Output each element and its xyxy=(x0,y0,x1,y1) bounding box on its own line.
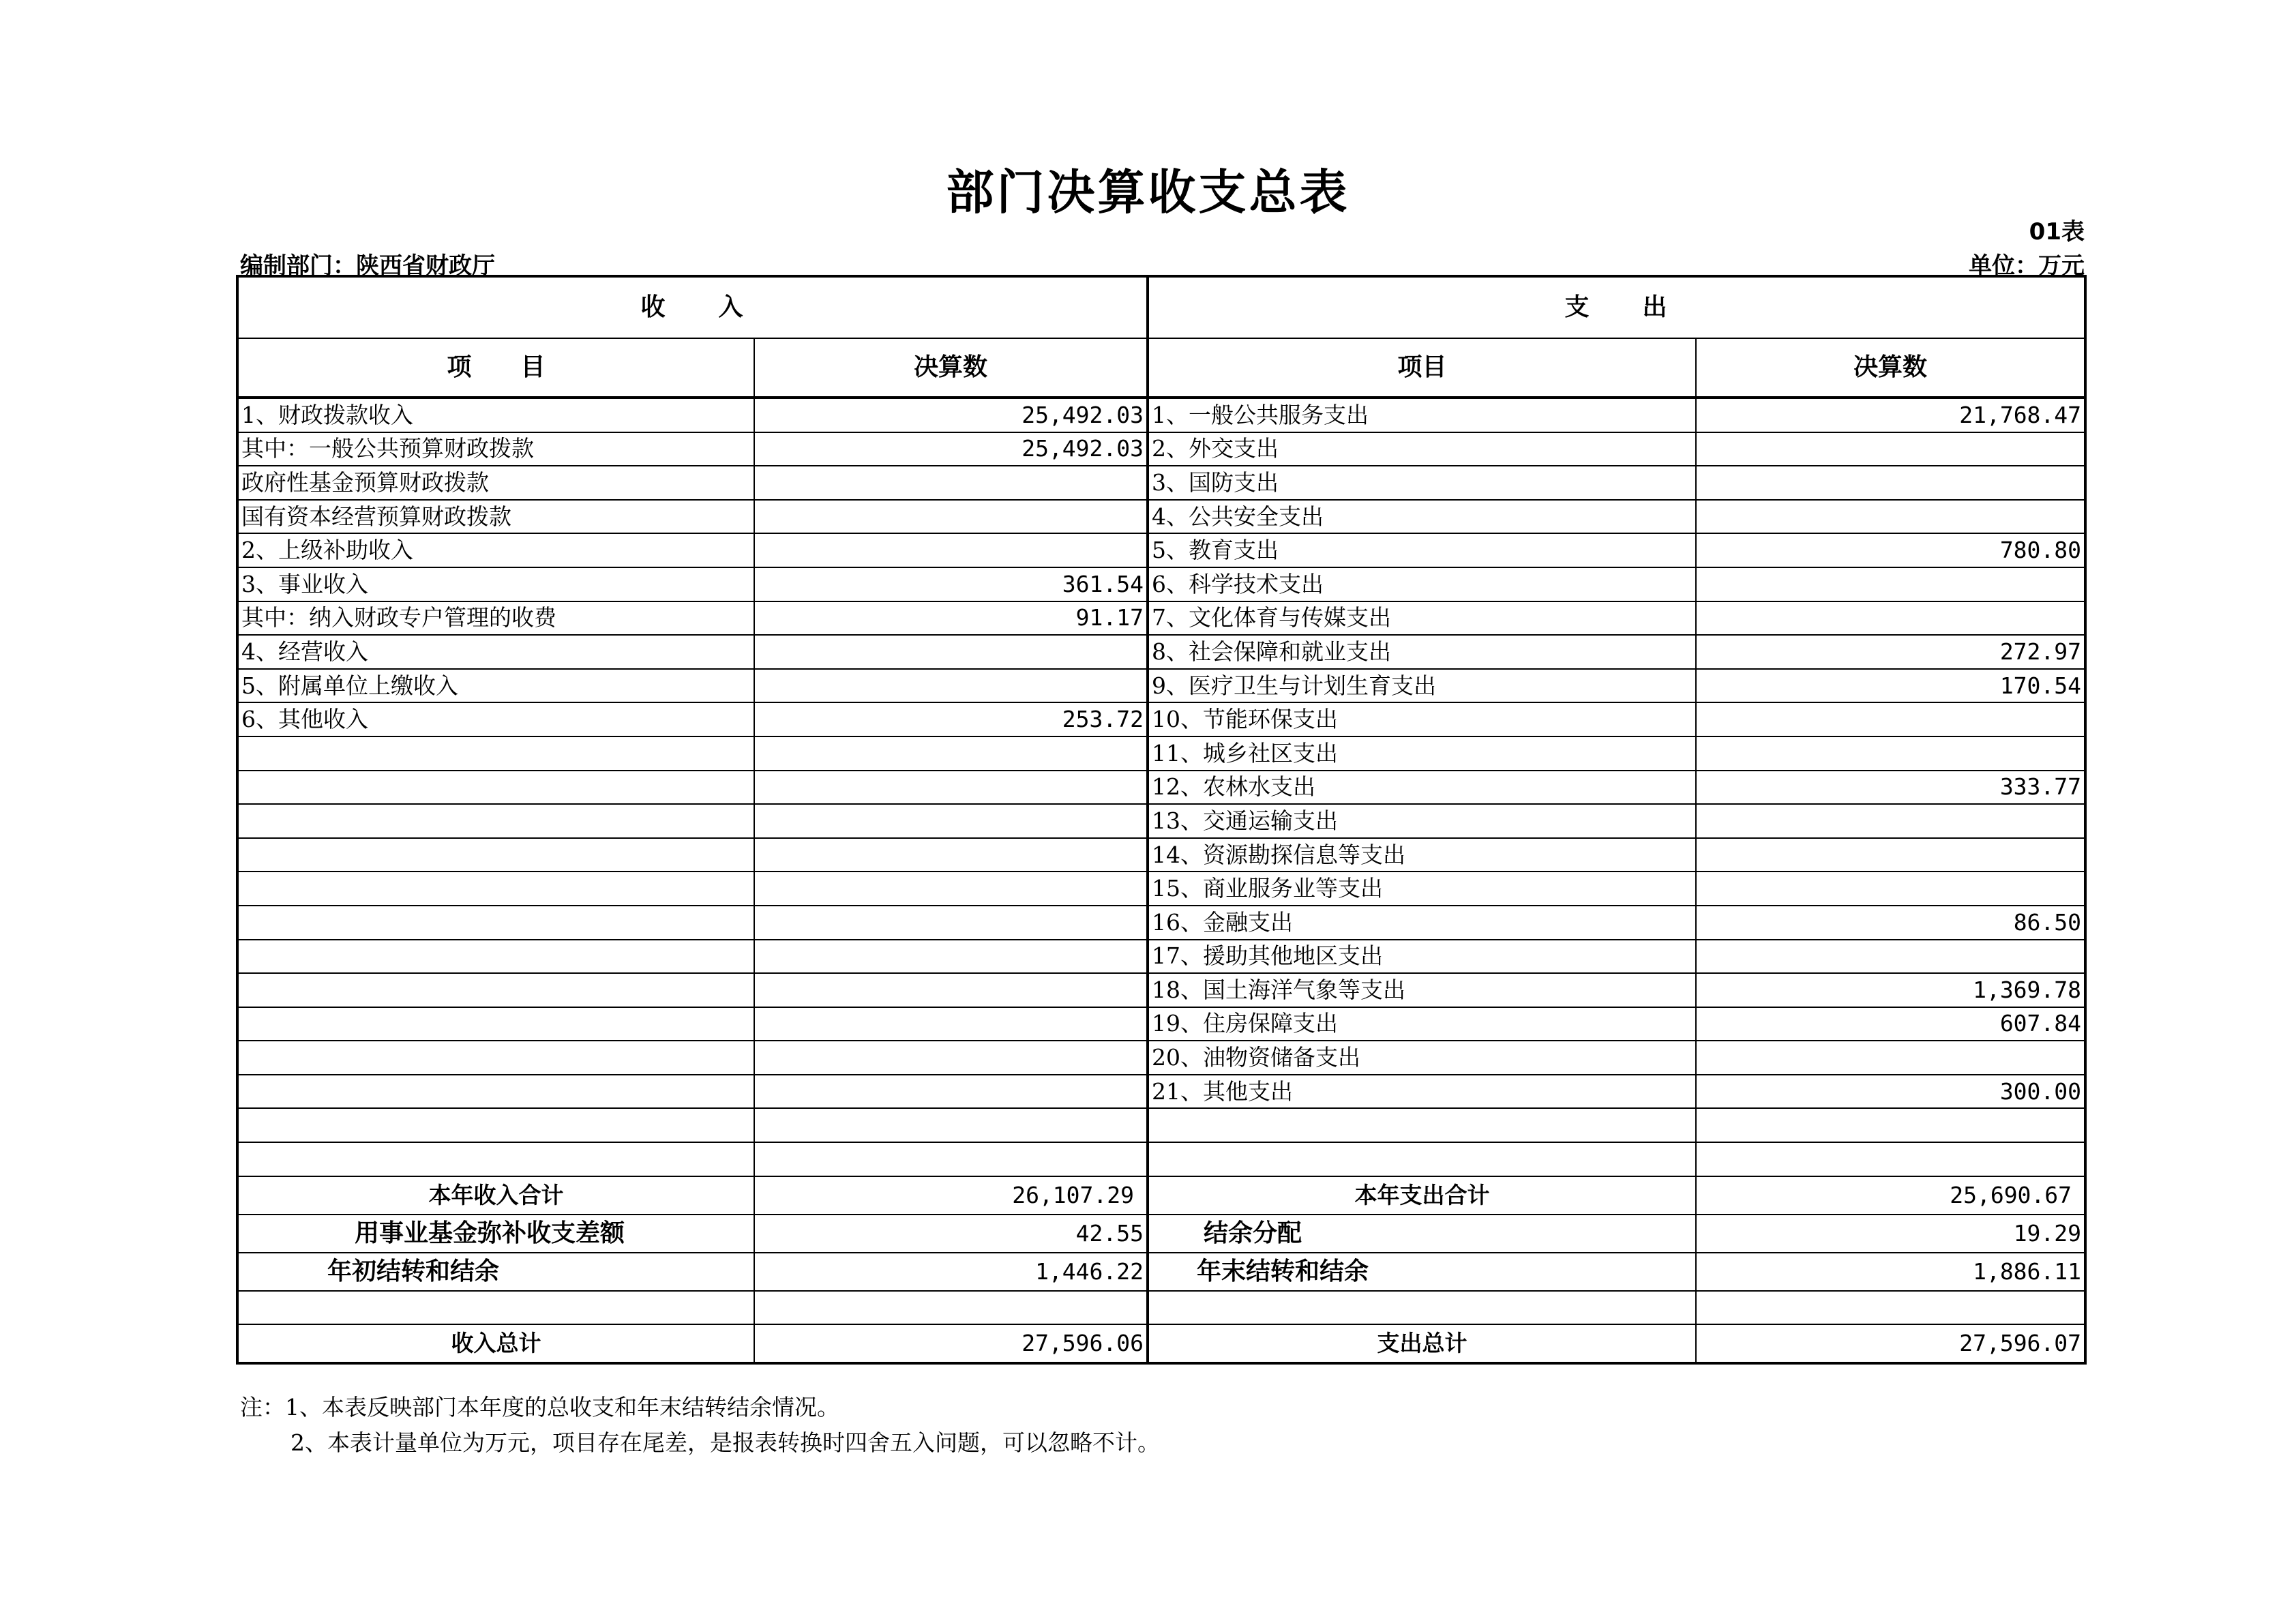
expense-item: 13、交通运输支出 xyxy=(1148,804,1696,838)
expense-value xyxy=(1696,736,2085,771)
income-item: 国有资本经营预算财政拨款 xyxy=(237,500,754,534)
expense-item: 12、农林水支出 xyxy=(1148,771,1696,805)
year-income-value: 26,107.29 xyxy=(754,1176,1148,1215)
income-item xyxy=(237,906,754,940)
expense-item: 9、医疗卫生与计划生育支出 xyxy=(1148,669,1696,703)
income-value xyxy=(754,771,1148,805)
table-row xyxy=(237,973,2085,1007)
expense-value: 780.80 xyxy=(1696,533,2085,567)
expense-value: 21,768.47 xyxy=(1696,398,2085,432)
expense-item: 1、一般公共服务支出 xyxy=(1148,398,1696,432)
fund-row xyxy=(237,1215,2085,1253)
income-item xyxy=(237,1075,754,1109)
income-item: 6、其他收入 xyxy=(237,702,754,736)
expense-value xyxy=(1696,1142,2085,1176)
table-row xyxy=(237,432,2085,466)
end-carryover-value: 1,886.11 xyxy=(1696,1253,2085,1291)
table-row xyxy=(237,1041,2085,1075)
income-item: 5、附属单位上缴收入 xyxy=(237,669,754,703)
expense-section-header: 支 出 xyxy=(1148,276,2085,338)
blank-cell xyxy=(237,1291,754,1325)
income-item-header: 项 目 xyxy=(237,338,754,398)
table-row xyxy=(237,567,2085,601)
expense-total-value: 27,596.07 xyxy=(1696,1324,2085,1363)
expense-item: 10、节能环保支出 xyxy=(1148,702,1696,736)
income-value: 25,492.03 xyxy=(754,398,1148,432)
surplus-value: 19.29 xyxy=(1696,1215,2085,1253)
expense-value: 170.54 xyxy=(1696,669,2085,703)
income-item xyxy=(237,1108,754,1142)
income-item: 2、上级补助收入 xyxy=(237,533,754,567)
table-number: 01表 xyxy=(2029,218,2085,245)
income-value xyxy=(754,533,1148,567)
income-item: 1、财政拨款收入 xyxy=(237,398,754,432)
income-item xyxy=(237,804,754,838)
expense-value: 272.97 xyxy=(1696,635,2085,669)
expense-item: 21、其他支出 xyxy=(1148,1075,1696,1109)
income-value xyxy=(754,1007,1148,1041)
year-total-row xyxy=(237,1176,2085,1215)
income-value xyxy=(754,1108,1148,1142)
expense-value: 300.00 xyxy=(1696,1075,2085,1109)
table-row xyxy=(237,906,2085,940)
expense-value xyxy=(1696,940,2085,974)
income-item xyxy=(237,771,754,805)
expense-item: 18、国土海洋气象等支出 xyxy=(1148,973,1696,1007)
table-row xyxy=(237,771,2085,805)
income-value: 91.17 xyxy=(754,601,1148,636)
expense-value: 333.77 xyxy=(1696,771,2085,805)
expense-item: 15、商业服务业等支出 xyxy=(1148,872,1696,906)
table-row xyxy=(237,736,2085,771)
expense-value xyxy=(1696,804,2085,838)
expense-value: 607.84 xyxy=(1696,1007,2085,1041)
table-row xyxy=(237,1142,2085,1176)
income-value xyxy=(754,635,1148,669)
year-income-label: 本年收入合计 xyxy=(237,1176,754,1215)
income-value xyxy=(754,804,1148,838)
income-item: 其中：一般公共预算财政拨款 xyxy=(237,432,754,466)
expense-value xyxy=(1696,432,2085,466)
note-2: 2、本表计量单位为万元，项目存在尾差，是报表转换时四舍五入问题，可以忽略不计。 xyxy=(290,1429,1160,1456)
income-value xyxy=(754,466,1148,500)
expense-value xyxy=(1696,1108,2085,1142)
expense-item: 3、国防支出 xyxy=(1148,466,1696,500)
income-item: 政府性基金预算财政拨款 xyxy=(237,466,754,500)
income-value xyxy=(754,838,1148,872)
expense-item: 8、社会保障和就业支出 xyxy=(1148,635,1696,669)
table-row xyxy=(237,702,2085,736)
table-row xyxy=(237,601,2085,636)
expense-item: 14、资源勘探信息等支出 xyxy=(1148,838,1696,872)
expense-item: 7、文化体育与传媒支出 xyxy=(1148,601,1696,636)
surplus-label: 结余分配 xyxy=(1148,1215,1696,1253)
expense-value: 86.50 xyxy=(1696,906,2085,940)
blank-cell xyxy=(1696,1291,2085,1325)
income-item xyxy=(237,940,754,974)
table-row xyxy=(237,1007,2085,1041)
expense-item xyxy=(1148,1142,1696,1176)
unit-label: 单位：万元 xyxy=(1969,252,2085,280)
income-total-value: 27,596.06 xyxy=(754,1324,1148,1363)
expense-value xyxy=(1696,1041,2085,1075)
expense-item-header: 项目 xyxy=(1148,338,1696,398)
expense-item: 2、外交支出 xyxy=(1148,432,1696,466)
income-value xyxy=(754,872,1148,906)
income-expense-table xyxy=(236,275,2087,1365)
expense-value xyxy=(1696,567,2085,601)
income-total-label: 收入总计 xyxy=(237,1324,754,1363)
table-row xyxy=(237,635,2085,669)
table-row xyxy=(237,533,2085,567)
table-row xyxy=(237,398,2085,432)
income-value xyxy=(754,906,1148,940)
income-value xyxy=(754,940,1148,974)
income-value xyxy=(754,736,1148,771)
expense-item: 17、援助其他地区支出 xyxy=(1148,940,1696,974)
income-item xyxy=(237,1041,754,1075)
fund-label: 用事业基金弥补收支差额 xyxy=(237,1215,754,1253)
table-row xyxy=(237,1108,2085,1142)
income-item xyxy=(237,973,754,1007)
income-item xyxy=(237,736,754,771)
fund-value: 42.55 xyxy=(754,1215,1148,1253)
expense-item: 5、教育支出 xyxy=(1148,533,1696,567)
table-row xyxy=(237,466,2085,500)
blank-cell xyxy=(754,1291,1148,1325)
expense-item: 6、科学技术支出 xyxy=(1148,567,1696,601)
income-amount-header: 决算数 xyxy=(754,338,1148,398)
blank-cell xyxy=(1148,1291,1696,1325)
expense-amount-header: 决算数 xyxy=(1696,338,2085,398)
end-carryover-label: 年末结转和结余 xyxy=(1148,1253,1696,1291)
table-row xyxy=(237,669,2085,703)
expense-item: 11、城乡社区支出 xyxy=(1148,736,1696,771)
page-title: 部门决算收支总表 xyxy=(946,164,1350,220)
income-value: 253.72 xyxy=(754,702,1148,736)
compiling-department: 编制部门：陕西省财政厅 xyxy=(240,252,495,280)
table-row xyxy=(237,500,2085,534)
begin-carryover-value: 1,446.22 xyxy=(754,1253,1148,1291)
table-row xyxy=(237,872,2085,906)
expense-value xyxy=(1696,601,2085,636)
table-row xyxy=(237,804,2085,838)
expense-value xyxy=(1696,838,2085,872)
expense-item: 16、金融支出 xyxy=(1148,906,1696,940)
expense-item xyxy=(1148,1108,1696,1142)
income-item: 3、事业收入 xyxy=(237,567,754,601)
column-header-row xyxy=(237,338,2085,398)
expense-total-label: 支出总计 xyxy=(1148,1324,1696,1363)
expense-value xyxy=(1696,466,2085,500)
income-item xyxy=(237,872,754,906)
table-row xyxy=(237,838,2085,872)
income-item: 其中：纳入财政专户管理的收费 xyxy=(237,601,754,636)
income-item xyxy=(237,838,754,872)
grand-total-row xyxy=(237,1324,2085,1363)
income-item xyxy=(237,1142,754,1176)
income-value xyxy=(754,1041,1148,1075)
expense-value: 1,369.78 xyxy=(1696,973,2085,1007)
income-value xyxy=(754,973,1148,1007)
expense-value xyxy=(1696,702,2085,736)
table-row xyxy=(237,1075,2085,1109)
income-item xyxy=(237,1007,754,1041)
carryover-row xyxy=(237,1253,2085,1291)
income-section-header: 收 入 xyxy=(237,276,1148,338)
year-expense-label: 本年支出合计 xyxy=(1148,1176,1696,1215)
note-1: 注：1、本表反映部门本年度的总收支和年末结转结余情况。 xyxy=(240,1394,839,1420)
expense-item: 4、公共安全支出 xyxy=(1148,500,1696,534)
table-row xyxy=(237,940,2085,974)
expense-item: 19、住房保障支出 xyxy=(1148,1007,1696,1041)
expense-value xyxy=(1696,500,2085,534)
begin-carryover-label: 年初结转和结余 xyxy=(237,1253,754,1291)
income-value: 361.54 xyxy=(754,567,1148,601)
income-value xyxy=(754,669,1148,703)
section-header-row xyxy=(237,276,2085,338)
income-value: 25,492.03 xyxy=(754,432,1148,466)
year-expense-value: 25,690.67 xyxy=(1696,1176,2085,1215)
blank-row xyxy=(237,1291,2085,1325)
income-item: 4、经营收入 xyxy=(237,635,754,669)
income-value xyxy=(754,500,1148,534)
expense-value xyxy=(1696,872,2085,906)
income-value xyxy=(754,1075,1148,1109)
income-value xyxy=(754,1142,1148,1176)
expense-item: 20、油物资储备支出 xyxy=(1148,1041,1696,1075)
